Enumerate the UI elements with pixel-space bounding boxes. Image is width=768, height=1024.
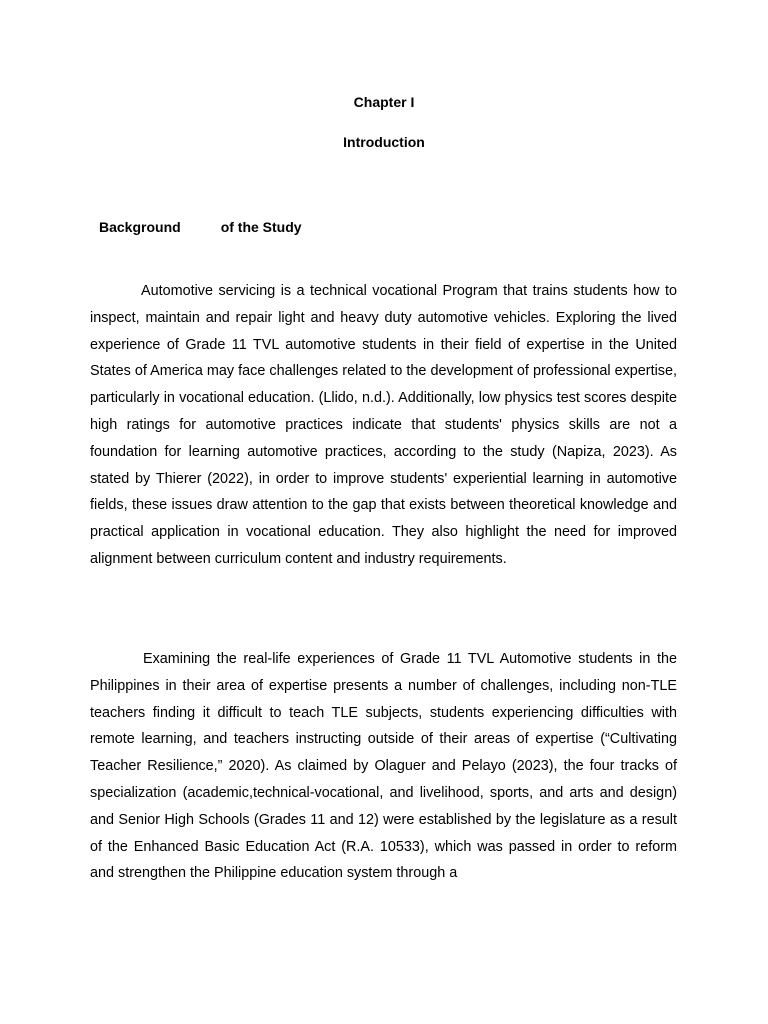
section-heading-part1: Background xyxy=(99,219,181,235)
section-heading xyxy=(99,218,302,236)
chapter-title: Introduction xyxy=(343,134,425,150)
chapter-heading: Chapter I xyxy=(353,94,415,110)
section-heading-part2: of the Study xyxy=(220,219,302,235)
body-paragraph: Examining the real-life experiences of Grade 11 TVL Automotive students in the Philippines in their area of expertise presents a number of challenges, including non-TLE teachers finding it difficult to teach TLE subjects, students experiencing difficulties with remote learning, and teachers instructing outside of their areas of expertise (“Cultivating Teacher Resilience,” 2020). As claimed by Olaguer and Pelayo (2023), the four tracks of specialization (academic,technical-vocational, and livelihood, sports, and arts and design) and Senior High Schools (Grades 11 and 12) were established by the legislature as a result of the Enhanced Basic Education Act (R.A. 10533), which was passed in order to reform and strengthen the Philippine education system through a xyxy=(90,651,677,882)
body-paragraph: Automotive servicing is a technical vocational Program that trains students how to inspect, maintain and repair light and heavy duty automotive vehicles. Exploring the lived experience of Grade 11 TVL automotive students in their field of expertise in the United States of America may face challenges related to the development of professional expertise, particularly in vocational education. (Llido, n.d.). Additionally, low physics test scores despite high ratings for automotive practices indicate that students' physics skills are not a foundation for learning automotive practices, according to the study (Napiza, 2023). As stated by Thierer (2022), in order to improve students' experiential learning in automotive fields, these issues draw attention to the gap that exists between theoretical knowledge and practical application in vocational education. They also highlight the need for improved alignment between curriculum content and industry requirements. xyxy=(90,283,677,567)
